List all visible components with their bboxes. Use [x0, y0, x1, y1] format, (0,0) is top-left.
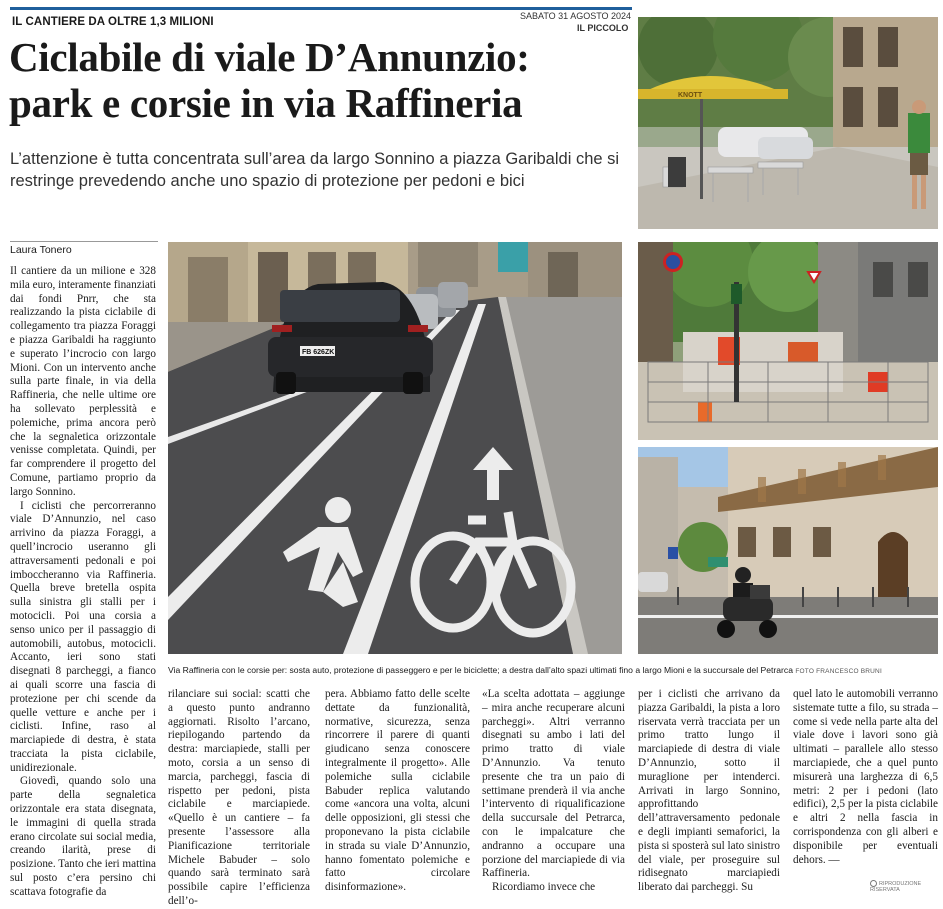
headline: [9, 34, 637, 126]
copyright-icon: [870, 880, 877, 887]
paragraph: «La scelta adottata – aggiunge – mira anche recuperare alcuni parcheggi». Altri verranno disegnati su ambo i lati del primo tratto di viale D’Annunzio. Va tenuto presente che tra un paio di settimane prenderà il via anche l’intervento di riqualificazione della succursale del Petrarca, con le impalcature che andranno a occupare una porzione del marciapiede di via Raffineria.: [482, 688, 625, 880]
article-column-1: [10, 265, 156, 900]
byline: Laura Tonero: [10, 244, 72, 256]
paragraph: per i ciclisti che arrivano da piazza Garibaldi, la pista a loro riservata verrà tracciata per un primo tratto lungo il marciapiede di destra di viale D’Annunzio, sotto il muraglione per intenderci. Arrivati in largo Sonnino, approfittando dell’attraversamento pedonale e degli impianti semaforici, la pista si sposterà sul lato sinistro del viale, per proseguire sul ridisegnato marciapiedi liberato dai parcheggi. Su: [638, 688, 781, 894]
article-column-5: [638, 688, 780, 895]
subheadline: L’attenzione è tutta concentrata sull’area da largo Sonnino a piazza Garibaldi che si restringe prevedendo anche uno spazio di protezione per pedoni e bici: [10, 150, 620, 190]
paragraph: rilanciare sui social: scatti che a questo punto andranno aggiornati. Risolto l’arcano, riepilogando partendo da destra: marciapiede, stalli per moto, corsia a un senso di marcia, parcheggi, fascia di rispetto per pedoni, pista ciclabile e marciapiede. «Quello è un cantiere – fa presente l’assessore alla Pianificazione territoriale Michele Babuder – solo quando sarà terminato sarà possibile capire l’efficienza dell’o-: [168, 688, 310, 907]
photo-construction-site: [638, 242, 938, 440]
newspaper-name: IL PICCOLO: [577, 23, 629, 33]
paragraph: pera. Abbiamo fatto delle scelte dettate da funzionalità, normative, sicurezza, senza rincorrere il parere di quanti giudicano senza conoscere integralmente il progetto». Alle polemiche sulla ciclabile Babuder replica valutando come «ancora una volta, alcuni delle opposizioni, gli stessi che proponevano la pista ciclabile in strada su viale D’Annunzio, hanno fomentato polemiche e fatto circolare disinformazione».: [325, 688, 470, 894]
paragraph: Giovedì, quando solo una parte della segnaletica orizzontale era stata disegnata, le immagini di quella strada erano circolate sui social media, creando ilarità, prese di posizione. Tanto che ieri mattina sul posto c’era persino chi scattava fotografie da: [10, 775, 156, 898]
headline-line-2: park e corsie in via Raffineria: [9, 80, 523, 126]
issue-date: SABATO 31 AGOSTO 2024: [520, 11, 632, 21]
paragraph: Ricordiamo invece che: [492, 881, 596, 894]
license-plate: FB 626ZK: [302, 349, 335, 356]
umbrella-text: KNOTT: [678, 92, 703, 99]
header-rule: [10, 7, 632, 10]
caption-text: Via Raffineria con le corsie per: sosta auto, protezione di passeggero e per le biciclette; a destra dall’alto spazi ultimati fino a largo Mioni e la succursale del Petrarca: [168, 665, 793, 675]
paragraph: quel lato le automobili verranno sistemate tutte a filo, su strada – come si vede nella parte alta del viale dove i lavori sono già ultimati – parallele allo stesso marciapiede, che a quel punto misurerà una larghezza di 6,5 metri: 2 per i pedoni (lato edifici), 2,5 per la pista ciclabile e altri 2 nella fascia in corrispondenza con gli alberi e disponibile per eventuali dehors. —: [793, 688, 938, 866]
paragraph: I ciclisti che percorreranno viale D’Annunzio, nel caso arrivino da piazza Foraggi, a quell’incrocio useranno gli attraversamenti pedonali e poi imboccheranno via Raffineria. Quella breve bretella ospita sulla sinistra gli stalli per i motocicli. Poi una corsia a senso unico per il passaggio di automobili, autobus, motocicli. Accanto, ieri sono stati disegnati 8 parcheggi, a fianco ai quali scorre una fascia di protezione per chi scende da quelle vetture e anche per i ciclisti. Infine, raso al marciapiede di destra, è stata tracciata la pista ciclabile, unidirezionale.: [10, 499, 156, 774]
photo-petrarca-building: [638, 447, 938, 654]
article-column-4: [482, 688, 625, 895]
photo-credit: FOTO FRANCESCO BRUNI: [795, 668, 882, 675]
photo-cafe-street: [638, 17, 938, 229]
headline-line-1: Ciclabile di viale D’Annunzio:: [9, 34, 530, 80]
article-column-3: [325, 688, 470, 895]
article-column-6: [793, 688, 938, 867]
byline-rule: [10, 241, 158, 242]
paragraph: Il cantiere da un milione e 328 mila euro, interamente finanziati dai fondi Pnrr, che sta realizzando la pista ciclabile di collegamento tra piazza Foraggi e piazza Garibaldi ha raggiunto e superato l’incrocio con largo Mioni. Con un intervento anche sulla parte finale, in via della Raffineria, che nelle ultime ore ha sollevato perplessità e polemiche, prima ancora però che la segnaletica orizzontale venisse completata. Quindi, per far comprendere il progetto del Comune, partiamo proprio da largo Sonnino.: [10, 265, 156, 498]
copyright-notice: RIPRODUZIONE RISERVATA: [870, 880, 922, 893]
kicker: IL CANTIERE DA OLTRE 1,3 MILIONI: [12, 16, 214, 28]
photo-caption: [168, 665, 938, 677]
article-column-2: [168, 688, 310, 909]
photo-main-bike-lane: [168, 242, 622, 654]
